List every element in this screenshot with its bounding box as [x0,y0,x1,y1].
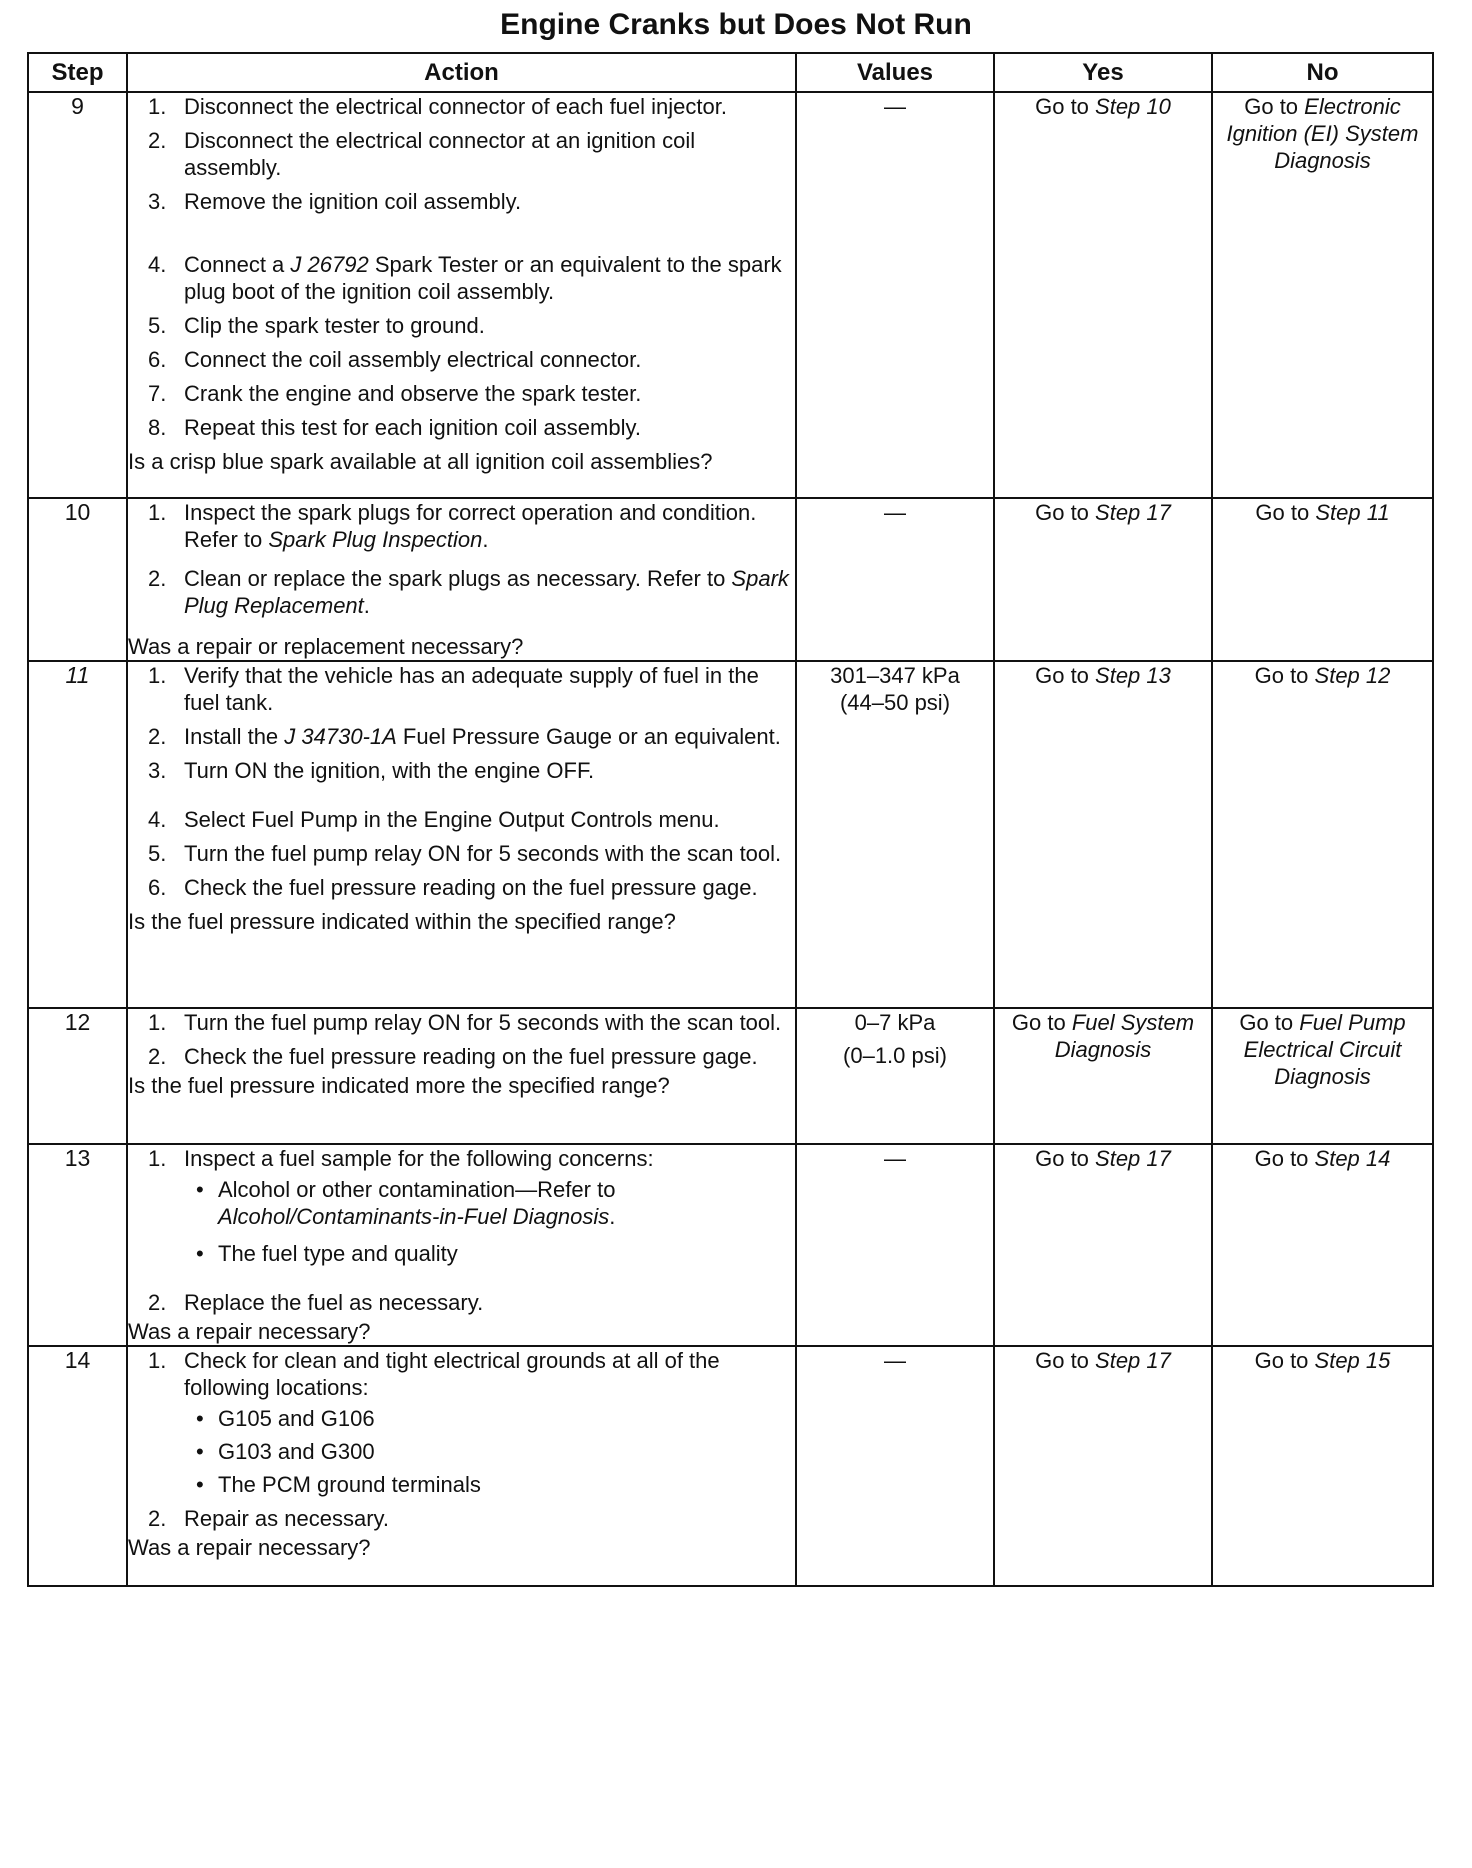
step-link: Step 11 [1315,500,1390,525]
table-header-row [28,53,1433,92]
step-link: Step 15 [1314,1348,1391,1373]
step-link: Electronic Ignition (EI) System Diagnosis [1226,94,1419,173]
no-cell: Go to Step 15 [1212,1346,1433,1586]
step-link: Step 10 [1095,94,1171,119]
values-cell: — [796,1144,994,1346]
action-step: 1. Check for clean and tight electrical grounds at all of the following locations: • G105 and G106 • G103 and G300 • The PCM ground terminals [128,1347,795,1498]
header-action: Action [127,53,796,92]
step-link: Fuel System Diagnosis [1054,1010,1195,1062]
no-cell: Go to Electronic Ignition (EI) System Diagnosis [1212,92,1433,498]
action-step: 6. Check the fuel pressure reading on the fuel pressure gage. [148,875,758,900]
step-number: 11 [28,661,127,1008]
table-row [28,1008,1433,1144]
yes-cell: Go to Step 17 [994,498,1212,661]
action-step: 2. Install the J 34730-1A Fuel Pressure Gauge or an equivalent. [148,724,781,749]
action-step: 5. Turn the fuel pump relay ON for 5 seconds with the scan tool. [148,841,782,866]
header-no: No [1212,53,1433,92]
yes-cell: Go to Step 13 [994,661,1212,1008]
yes-cell: Go to Step 17 [994,1144,1212,1346]
yes-cell: Go to Step 17 [994,1346,1212,1586]
header-values: Values [796,53,994,92]
action-steps [128,662,795,901]
diagnostic-table [27,52,1434,1587]
step-number: 9 [28,92,127,498]
action-question: Is the fuel pressure indicated within the specified range? [128,909,676,934]
values-cell: — [796,1346,994,1586]
no-cell: Go to Step 14 [1212,1144,1433,1346]
action-step: 1. Inspect a fuel sample for the following concerns: • Alcohol or other contamination—Refer to Alcohol/Contaminants-in-Fuel Diagnosis. • The fuel type and quality [128,1145,795,1267]
action-steps [128,93,795,441]
no-cell: Go to Step 12 [1212,661,1433,1008]
action-steps [128,1009,795,1070]
action-cell [127,1346,796,1586]
action-step: 2. Replace the fuel as necessary. [148,1290,484,1315]
action-cell [127,498,796,661]
bullet-item: • The PCM ground terminals [196,1472,481,1497]
action-step: 7. Crank the engine and observe the spark tester. [148,381,642,406]
action-question: Was a repair or replacement necessary? [128,634,524,659]
table-row [28,1346,1433,1586]
values-cell: 301–347 kPa (44–50 psi) [796,661,994,1008]
header-step: Step [28,53,127,92]
no-cell: Go to Step 11 [1212,498,1433,661]
page-title: Engine Cranks but Does Not Run [500,8,972,41]
action-step: 2. Disconnect the electrical connector at an ignition coil assembly. [148,128,696,180]
action-cell [127,92,796,498]
bullet-list [184,1405,795,1498]
bullet-item: • G105 and G106 [196,1406,375,1431]
action-step: 4. Connect a J 26792 Spark Tester or an equivalent to the spark plug boot of the ignition coil assembly. [148,252,782,304]
action-step: 4. Select Fuel Pump in the Engine Output Controls menu. [148,807,720,832]
action-step: 2. Repair as necessary. [148,1506,390,1531]
action-question: Was a repair necessary? [128,1319,371,1344]
action-step: 3. Turn ON the ignition, with the engine OFF. [148,758,595,783]
action-step: 1. Turn the fuel pump relay ON for 5 seconds with the scan tool. [148,1010,782,1035]
step-link: Step 17 [1095,500,1171,525]
action-question: Is a crisp blue spark available at all ignition coil assemblies? [128,449,713,474]
table-row [28,92,1433,498]
yes-cell: Go to Step 10 [994,92,1212,498]
step-link: Fuel Pump Electrical Circuit Diagnosis [1243,1010,1406,1089]
action-step: 8. Repeat this test for each ignition coil assembly. [148,415,641,440]
step-link: Step 14 [1314,1146,1391,1171]
step-number: 14 [28,1346,127,1586]
action-cell [127,1008,796,1144]
action-step: 5. Clip the spark tester to ground. [148,313,485,338]
table-row [28,498,1433,661]
action-steps [128,1347,795,1532]
step-number: 10 [28,498,127,661]
action-step: 1. Verify that the vehicle has an adequate supply of fuel in the fuel tank. [148,663,759,715]
action-step: 1. Disconnect the electrical connector of each fuel injector. [148,94,727,119]
values-cell: 0–7 kPa (0–1.0 psi) [796,1008,994,1144]
table-row [28,661,1433,1008]
bullet-list [184,1176,795,1267]
bullet-item: • G103 and G300 [196,1439,375,1464]
header-yes: Yes [994,53,1212,92]
step-link: Step 17 [1095,1146,1171,1171]
action-step: 6. Connect the coil assembly electrical connector. [148,347,642,372]
action-step: 2. Clean or replace the spark plugs as necessary. Refer to Spark Plug Replacement. [148,566,789,618]
yes-cell: Go to Fuel System Diagnosis [994,1008,1212,1144]
action-step: 3. Remove the ignition coil assembly. [148,189,522,214]
action-cell [127,661,796,1008]
action-cell [127,1144,796,1346]
step-link: Step 12 [1314,663,1391,688]
action-steps [128,1145,795,1316]
action-steps [128,499,795,619]
values-cell: — [796,92,994,498]
table-row [28,1144,1433,1346]
action-question: Is the fuel pressure indicated more the specified range? [128,1073,670,1098]
no-cell: Go to Fuel Pump Electrical Circuit Diagnosis [1212,1008,1433,1144]
step-link: Step 17 [1095,1348,1171,1373]
bullet-item: • The fuel type and quality [196,1241,458,1266]
action-question: Was a repair necessary? [128,1535,371,1560]
values-cell: — [796,498,994,661]
step-link: Step 13 [1095,663,1171,688]
action-step: 1. Inspect the spark plugs for correct operation and condition. Refer to Spark Plug Inspection. [148,500,757,552]
action-step: 2. Check the fuel pressure reading on the fuel pressure gage. [148,1044,758,1069]
step-number: 12 [28,1008,127,1144]
bullet-item: • Alcohol or other contamination—Refer to Alcohol/Contaminants-in-Fuel Diagnosis. [196,1177,616,1229]
step-number: 13 [28,1144,127,1346]
